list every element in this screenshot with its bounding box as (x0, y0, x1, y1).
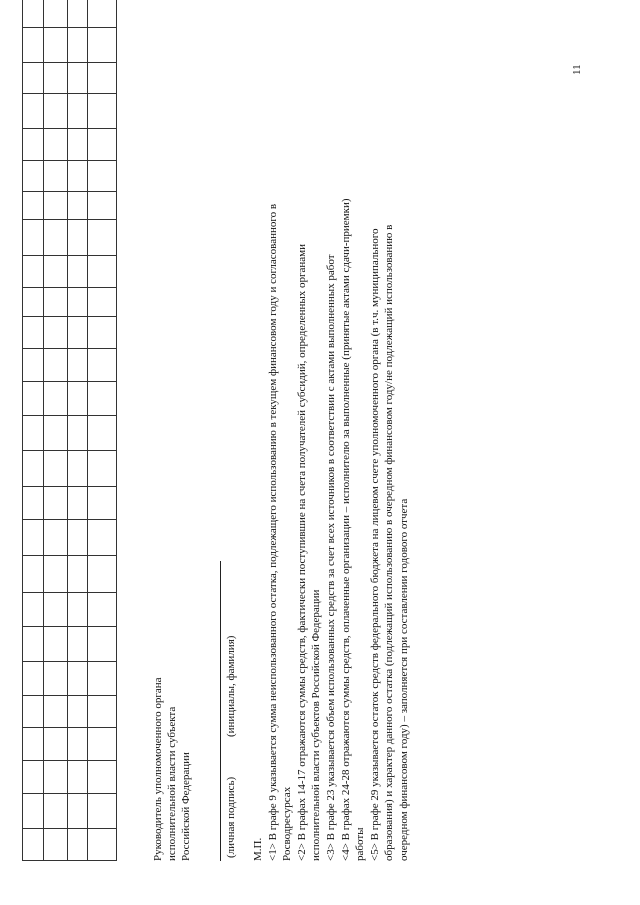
page-number: 11 (571, 64, 583, 75)
table-row (44, 0, 68, 861)
signatory-title-line: исполнительной власти субъекта (166, 706, 178, 861)
footnote-line: <3> В графе 23 указывается объем использованных средств за счет всех источников в соответствии с актами выполненных работ (324, 254, 337, 861)
table-row (68, 0, 88, 861)
table-row (88, 0, 117, 861)
signatory-title-line: Российской Федерации (180, 752, 192, 861)
footnotes (251, 198, 412, 861)
table-row (23, 0, 44, 861)
signatory-title-line: Руководитель уполномоченного органа (152, 677, 164, 861)
footnote-line: образования) и характер данного остатка (подлежащий использованию в очередном финансовом году/не подлежащий использованию в (383, 224, 396, 861)
footnote-line: очередном финансовом году) – заполняется при составлении годового отчета (397, 498, 410, 861)
signature-line (220, 561, 221, 861)
footnote-line: работы (354, 827, 367, 861)
signatory-title (151, 677, 193, 861)
footnote-line: <2> В графах 14-17 отражаются суммы средств, фактически поступившие на счета получателей субсидий, определенных органами (295, 243, 308, 861)
footnote-line: <4> В графах 24-28 отражаются суммы средств, оплаченные организации – исполнителю за выполненные (принятые актами сдачи-приемки) (339, 198, 352, 861)
stamp-place-label: М.П. (252, 837, 264, 861)
footnote-line: <5> В графе 29 указывается остаток средств федерального бюджета на лицевом счете уполномоченного органа (в т.ч. муниципального (368, 228, 381, 861)
report-table (22, 0, 117, 861)
footnote-line: <1> В графе 9 указывается сумма неиспользованного остатка, подлежащего использованию в текущем финансовом году и согласованного в (266, 203, 279, 861)
footnote-line: Росводресурсах (281, 786, 294, 861)
initials-surname-caption: (инициалы, фамилия) (225, 635, 237, 737)
footnote-line: исполнительной власти субъектов Российской Федерации (310, 589, 323, 861)
personal-signature-caption: (личная подпись) (225, 776, 237, 858)
